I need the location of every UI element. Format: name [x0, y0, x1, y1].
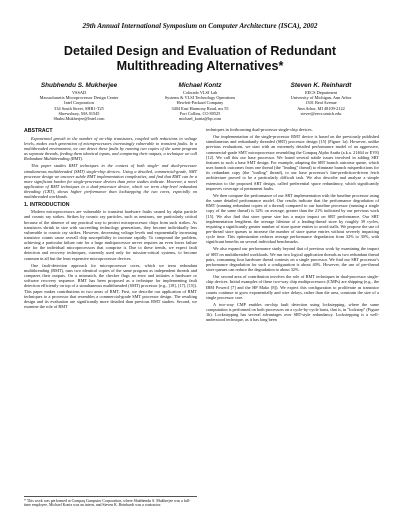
author-affiliation-line: 1301 Beal Avenue: [305, 100, 337, 106]
author-affiliation-line: Massachusetts Microprocessor Design Center: [39, 95, 119, 101]
body-paragraph: We also expand our performance study beyond that of previous work by examining the impact of SRT on multithreaded workloads. We run two logical application threads as two redundant thread pairs, consuming four hardware thread contexts on a single processor. We find our SRT processor's performance degradation for such a configuration is about 40%. However, the use of per-thread store queues can reduce the degradation to about 32%.: [206, 246, 379, 273]
author-affiliation-line: Colorado VLSI Lab: [182, 90, 218, 95]
author-email: stever@eecs.umich.edu: [300, 110, 342, 116]
body-paragraph: Our implementation of the single-processor RMT device is based on the previously published simultaneous and redundantly threaded (SRT) processor design [15] (Figure 1a). However, unlike previous evaluations, we start with an extremely detailed performance model of an aggressive, commercial-grade SMT microprocessor resembling the Compaq Alpha Araña (a.k.a. 21464 or EV8) [12]. We call this our base processor. We found several subtle issues involved in adding SRT features to such a base SMT design. For example, adapting the SRT branch outcome queue, which uses branch outcomes from one thread (the "leading" thread) to eliminate branch mispredictions for its redundant copy (the "trailing" thread), to our base processor's line-prediction-driven fetch architecture proved to be a particularly difficult task. We also describe and analyze a simple extension to the proposed SRT design, called preferential space redundancy, which significantly improves coverage of permanent faults.: [206, 134, 379, 191]
author-affiliation-line: Fort Collins, CO 80525: [179, 110, 221, 116]
author-affiliation-line: 334 South Street, SHR1-T25: [54, 105, 104, 111]
right-column: [206, 127, 379, 325]
author-affiliation-line: Ann Arbor, MI 48109-2122: [297, 105, 345, 111]
body-paragraph: One fault-detection approach for microprocessor cores, which we term redundant multithreading (RMT), runs two identical copies of the same program as independent threads and compares their outputs. On a mismatch, the checker flags an error and initiates a hardware or software recovery sequence. RMT has been proposed as a technique for implementing fault detection efficiently on top of a simultaneous multithreaded (SMT) processor (e.g., [18], [17], [15]). This paper makes contributions in two areas of RMT. First, we describe our application of RMT techniques to a processor that resembles a commercial-grade SMT processor design. The resulting design and its evaluation are significantly more detailed than previous RMT studies. Second, we examine the role of RMT: [24, 262, 197, 309]
body-paragraph: techniques in forthcoming dual-processor single-chip devices.: [206, 127, 313, 132]
author-affiliation-line: Shrewsbury, MA 01545: [58, 110, 100, 116]
body-paragraph: We then compare the performance of our SRT implementation with the baseline processor using the same detailed performance model. Our results indicate that the performance degradation of RMT (running redundant copies of a thread) compared to our baseline processor (running a single copy of the same thread) is 32% on average, greater than the 21% indicated by our previous work [15]. We also find that store queue size has a major impact on SRT performance. Our SRT implementation lengthens the average lifetime of a leading-thread store by roughly 39 cycles, requiring a significantly greater number of store queue entries to avoid stalls. We propose the use of per-thread store queues to increase the number of store queue entries without severely impacting cycle time. This optimization reduces average performance degradation from 32% to 30%, with significant benefits on several individual benchmarks.: [206, 192, 379, 245]
author-affiliation-line: VSSAD: [71, 90, 87, 95]
body-paragraph: Our second area of contribution involves the role of RMT techniques in dual-processor single-chip devices. Initial examples of these two-way chip multiprocessors (CMPs) are shipping (e.g., the IBM Power4 [7] and the HP Mako [8]). We expect this configuration to proliferate as transistor counts continue to grow exponentially and wire delays, rather than die area, constrain the size of a single processor core.: [206, 274, 379, 300]
author-name: Michael Kontz: [178, 82, 222, 89]
author-2: [141, 82, 259, 121]
author-block: [20, 82, 380, 128]
author-3: [262, 82, 380, 116]
author-affiliation-line: 3404 East Harmony Road, ms 55: [171, 105, 229, 111]
author-email: michael_kontz@hp.com: [178, 116, 222, 122]
author-affiliation-line: University of Michigan, Ann Arbor: [290, 95, 352, 101]
author-name: Steven K. Reinhardt: [290, 82, 352, 89]
abstract-paragraph: This paper studies RMT techniques in the context of both single- and dual-processor simultaneous multithreaded (SMT) single-chip devices. Using a detailed, commercial-grade, SMT processor design we uncover subtle RMT implementation complexities, and find that RMT can be a more significant burden for single-processor devices than prior studies indicate. However, a novel application of RMT techniques in a dual-processor device, which we term chip-level redundant threading (CRT), shows higher performance than lockstepping the two cores, especially on multithreaded workloads.: [24, 163, 197, 200]
abstract-heading: ABSTRACT: [24, 128, 53, 134]
abstract-paragraph: Exponential growth in the number of on-chip transistors, coupled with reductions in voltage levels, makes each generation of microprocessors increasingly vulnerable to transient faults. In a multithreaded environment, we can detect these faults by running two copies of the same program as separate threads, feeding them identical inputs, and comparing their outputs, a technique we call Redundant Multithreading (RMT).: [24, 135, 197, 162]
body-paragraph: Modern microprocessors are vulnerable to transient hardware faults caused by alpha particle and cosmic ray strikes. Strikes by cosmic ray particles, such as neutrons, are particularly critical because of the absence of any practical way to protect microprocessor chips from such strikes. As transistors shrink in size with succeeding technology generations, they become individually less vulnerable to cosmic ray strikes. However, decreasing voltage levels and exponentially increasing transistor counts cause overall chip susceptibility to increase rapidly. To compound the problem, achieving a particular failure rate for a large multiprocessor server requires an even lower failure rate for the individual microprocessors that comprise it. Due to these trends, we expect fault detection and recovery techniques, currently used only for mission-critical systems, to become common in all but the least expensive microprocessor devices.: [24, 209, 197, 261]
author-affiliation-line: Systems & VLSI Technology Operations: [164, 95, 236, 101]
author-affiliation-line: Intel Corporation: [64, 100, 94, 106]
author-affiliation-line: EECS Department: [305, 90, 337, 95]
body-paragraph: A two-way CMP enables on-chip fault detection using lockstepping, where the same computation is performed on both processors on a cycle-by-cycle basis, that is, in "lockstep" (Figure 1b). Lockstepping has several advantages over SRT-style redundancy. Lockstepping is a well-understood technique, as it has long been: [206, 302, 379, 323]
footnote: * This work was performed at Compaq Computer Corporation, where Shubhendu S. Mukherjee was a full-time employee, Michael Kontz was an intern, and Steven K. Reinhardt was a contractor.: [24, 496, 197, 508]
left-column: [24, 129, 197, 311]
author-1: [20, 82, 138, 121]
paper-title: Detailed Design and Evaluation of Redundant Multithreading Alternatives*: [63, 44, 337, 73]
introduction-heading: 1. INTRODUCTION: [24, 201, 70, 208]
author-email: Shubu.Mukherjee@Intel.com: [53, 116, 105, 122]
author-name: Shubhendu S. Mukherjee: [40, 82, 118, 89]
conference-header: 29th Annual International Symposium on Computer Architecture (ISCA), 2002: [82, 22, 318, 30]
author-affiliation-line: Hewlett-Packard Company: [176, 100, 224, 106]
